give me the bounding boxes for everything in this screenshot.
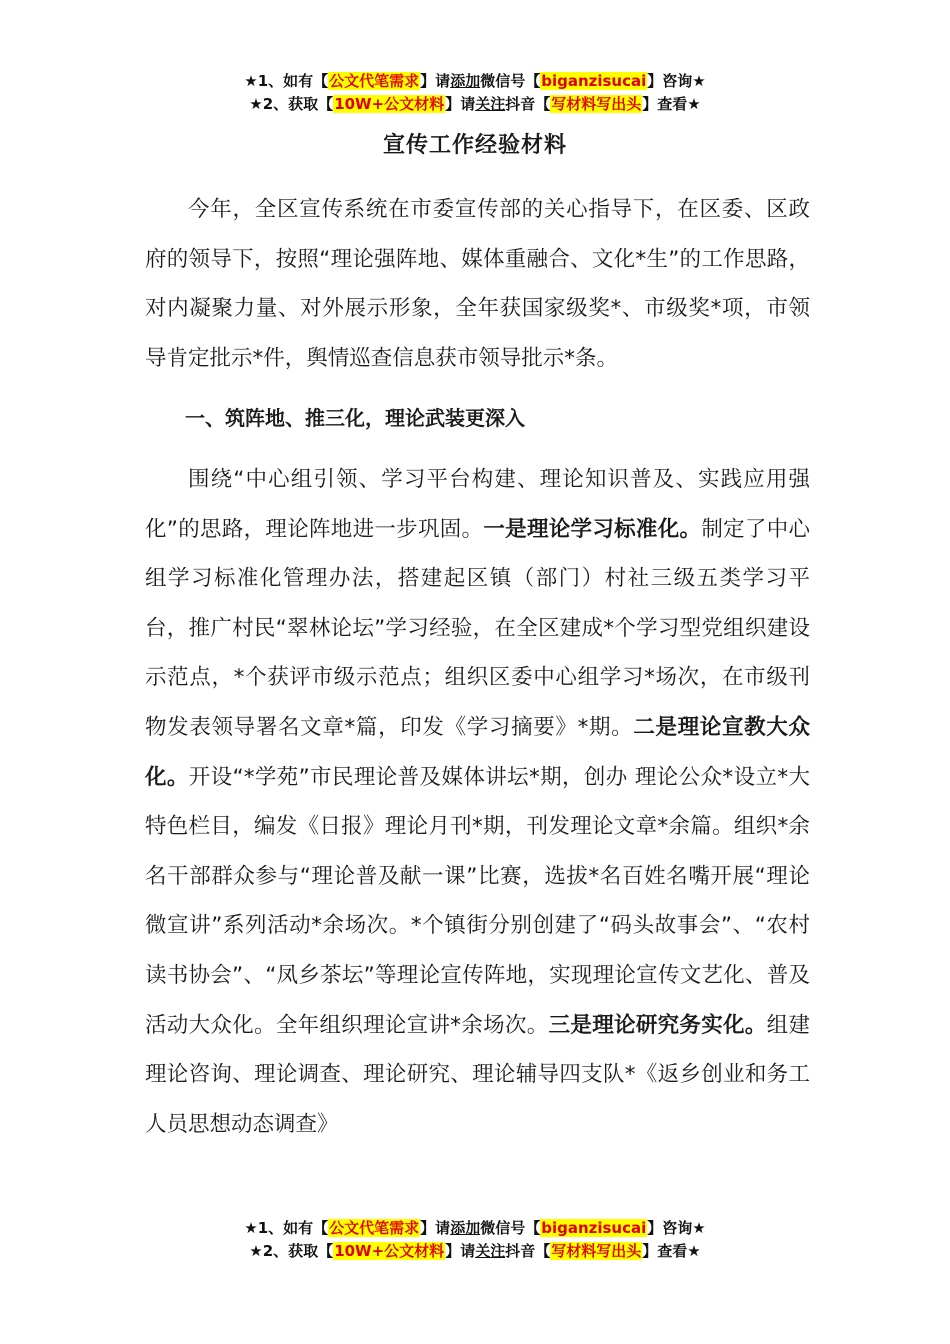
- banner-highlight: 10W+公文材料: [334, 95, 445, 113]
- header-banner: [0, 70, 950, 116]
- paragraph-text: 制定了中心组学习标准化管理办法，搭建起区镇（部门）村社三级五类学习平台，推广村民“翠林论坛”学习经验，在全区建成*个学习型党组织建设示范点，*个获评市级示范点；组织区委中心组学习*场次，在市级刊物发表领导署名文章*篇，印发《学习摘要》*期。: [145, 516, 810, 740]
- section-heading: 一、筑阵地、推三化，理论武装更深入: [185, 406, 525, 431]
- banner-underlined: 添加: [450, 72, 481, 90]
- banner-underlined: 关注: [475, 1242, 506, 1260]
- banner-underlined: 关注: [475, 95, 506, 113]
- banner-text: 】查看★: [642, 95, 701, 113]
- banner-text: ★2、获取【: [249, 95, 334, 113]
- banner-text: 】请: [420, 1219, 451, 1237]
- banner-highlight: biganzisucai: [541, 1219, 647, 1237]
- paragraph-bold: 一是理论学习标准化。: [483, 516, 702, 542]
- document-title: 宣传工作经验材料: [382, 133, 567, 158]
- paragraph-bold: 三是理论研究务实化。: [548, 1012, 767, 1038]
- banner-text: 】查看★: [642, 1242, 701, 1260]
- banner-text: 抖音【: [505, 1242, 551, 1260]
- banner-underlined: 添加: [450, 1219, 481, 1237]
- paragraph-text: 组建理论咨询、理论调查、理论研究、理论辅导四支队*《返乡创业和务工人员思想动态调查》: [145, 1012, 810, 1137]
- banner-text: ★1、如有【: [244, 72, 329, 90]
- banner-line-1: [0, 1217, 950, 1240]
- banner-line-1: [0, 70, 950, 93]
- banner-text: 】请: [445, 95, 476, 113]
- banner-text: ★1、如有【: [244, 1219, 329, 1237]
- footer-banner: [0, 1217, 950, 1263]
- banner-highlight: 公文代笔需求: [329, 1219, 420, 1237]
- banner-text: 】咨询★: [647, 1219, 706, 1237]
- banner-text: ★2、获取【: [249, 1242, 334, 1260]
- banner-line-2: [0, 1240, 950, 1263]
- paragraph-bold: 二是理论宣教大众化。: [145, 714, 810, 790]
- paragraph-text: 开设“*学苑”市民理论普及媒体讲坛*期，创办 理论公众*设立*大特色栏目，编发《日报》理论月刊*期，刊发理论文章*余篇。组织*余名干部群众参与“理论普及献一课”比赛，选拔*名百姓名嘴开展“理论微宣讲”系列活动*余场次。*个镇街分别创建了“码头故事会”、“农村读书协会”、“凤乡茶坛”等理论宣传阵地，实现理论宣传文艺化、普及活动大众化。全年组织理论宣讲*余场次。: [145, 764, 810, 1038]
- paragraph-text: 围绕“中心组引领、学习平台构建、理论知识普及、实践应用强化”的思路，理论阵地进一步巩固。: [145, 466, 810, 542]
- banner-text: 】咨询★: [647, 72, 706, 90]
- banner-text: 微信号【: [480, 1219, 541, 1237]
- document-body: [145, 185, 810, 1149]
- banner-highlight: 写材料写出头: [551, 95, 642, 113]
- banner-highlight: 10W+公文材料: [334, 1242, 445, 1260]
- banner-text: 微信号【: [480, 72, 541, 90]
- banner-text: 抖音【: [505, 95, 551, 113]
- banner-text: 】请: [420, 72, 451, 90]
- banner-highlight: biganzisucai: [541, 72, 647, 90]
- banner-text: 】请: [445, 1242, 476, 1260]
- section-paragraph: [145, 455, 810, 1149]
- intro-paragraph: 今年，全区宣传系统在市委宣传部的关心指导下，在区委、区政府的领导下，按照“理论强阵地、媒体重融合、文化*生”的工作思路，对内凝聚力量、对外展示形象，全年获国家级奖*、市级奖*项，市领导肯定批示*件，舆情巡查信息获市领导批示*条。: [145, 197, 810, 371]
- banner-highlight: 写材料写出头: [551, 1242, 642, 1260]
- banner-highlight: 公文代笔需求: [329, 72, 420, 90]
- banner-line-2: [0, 93, 950, 116]
